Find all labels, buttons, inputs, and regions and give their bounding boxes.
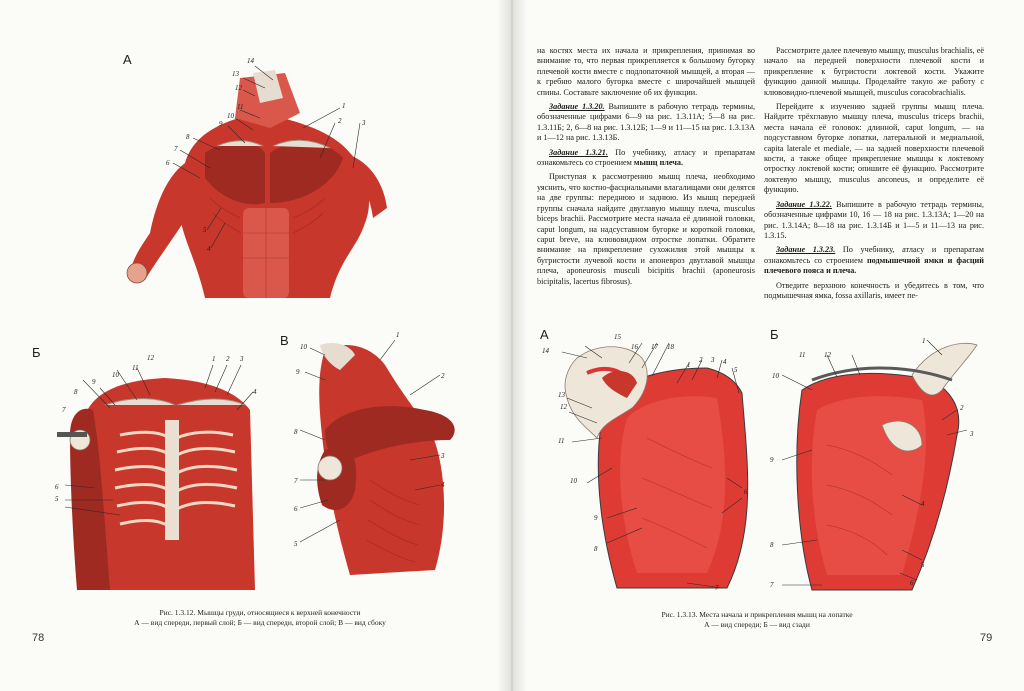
fig-13a-label-12: 12 (560, 403, 567, 411)
fig-b-label-1: 1 (212, 355, 216, 363)
text-column-2 (764, 46, 984, 305)
page-number-right: 79 (980, 632, 993, 644)
fig-13a-label-9: 9 (594, 514, 598, 522)
fig-13b-label-12: 12 (824, 351, 831, 359)
fig-b-label-3: 3 (240, 355, 244, 363)
fig-13a-label-13: 13 (558, 391, 565, 399)
fig-13b-label-9: 9 (770, 456, 774, 464)
fig-b-label-11: 11 (132, 364, 139, 372)
fig-13a-label-18: 18 (667, 343, 674, 351)
fig-a-label-7: 7 (174, 145, 178, 153)
fig-a-label-9: 9 (219, 120, 223, 128)
text-column-1 (537, 46, 755, 291)
fig-13a-label-8: 8 (594, 545, 598, 553)
figure-b-letter: Б (32, 345, 41, 360)
caption-title: Рис. 1.3.13. Места начала и прикрепления мышц на лопатке (661, 610, 853, 619)
fig-13b-label-10: 10 (772, 372, 779, 380)
paragraph-triceps: Перейдите к изучению задней группы мышц плеча. Найдите трёхглавую мышцу плеча, musculus triceps brachii, места начала её головок: длинной, caput longum, — на подсуставном бугорке лопатки, латеральной и медиальной, capita laterale et mediale, — на задней поверхности плечевой кости, а также общее прикрепление мышцы к локтевому отростку локтевой кости; опишите её функцию. Рассмотрите локтевую мышцу, musculus anconeus, и определите её функцию. (764, 102, 984, 195)
fig-13b-label-4: 4 (921, 500, 925, 508)
fig-a-label-13: 13 (232, 70, 239, 78)
fig-13b-label-2: 2 (960, 404, 964, 412)
paragraph-task-1-3-21 (537, 148, 755, 169)
fig-13a-label-3: 3 (711, 356, 715, 364)
figure-v-letter: В (280, 333, 289, 348)
figure-caption-1-3-12 (110, 608, 410, 628)
fig-b-label-7: 7 (62, 406, 66, 414)
fig-v-label-5: 5 (294, 540, 298, 548)
caption-title: Рис. 1.3.12. Мышцы груди, относящиеся к верхней конечности (159, 608, 361, 617)
fig-13a-label-11: 11 (558, 437, 565, 445)
figure-13a-scapula-anterior (557, 338, 757, 598)
fig-v-label-4: 4 (441, 481, 445, 489)
paragraph-axilla: Отведите верхнюю конечность и убедитесь в том, что подмышечная ямка, fossa axillaris, имеет пе- (764, 280, 984, 300)
fig-13b-label-7: 7 (770, 581, 774, 589)
task-highlight: мышц плеча. (633, 158, 684, 168)
fig-a-label-1: 1 (342, 102, 346, 110)
book-gutter (497, 0, 527, 691)
fig-a-label-11: 11 (237, 103, 244, 111)
fig-b-label-10: 10 (112, 371, 119, 379)
task-text: Выпишите в рабочую тетрадь термины, обозначенные цифрами 6—9 на рис. 1.3.11А; 5—8 на рис. 1.3.11Б; 2, 6—8 на рис. 1.3.12Б; 1—9 и 11—15 на рис. 1.3.13А и 1—12 на рис. 1.3.13Б. (537, 102, 755, 143)
fig-13a-label-7: 7 (715, 584, 719, 592)
paragraph-task-1-3-23 (764, 245, 984, 276)
paragraph-arm-muscles: Приступая к рассмотрению мышц плеча, необходимо уяснить, что костно-фасциальными влагалищами они делятся на две группы: переднюю и заднюю. Из мышц передней группы сначала найдите двуглавую мышцу плеча, musculus biceps brachii. Рассмотрите места начала её длинной головки, caput longum, на надсуставном бугорке и короткой головки, caput breve, на клювовидном отростке лопатки. Обратите внимание на прикрепление сухожилия этой мышцы к бугристости лучевой кости и апоневроз двуглавой мышцы плеча, aponeurosis musculi bicipitis brachii (aponeurosis bicipitalis, lacertus fibrosus). (537, 172, 755, 286)
fig-a-label-14: 14 (247, 57, 254, 65)
fig-v-label-10: 10 (300, 343, 307, 351)
task-label: Задание 1.3.22. (776, 199, 832, 209)
fig-13a-label-10: 10 (570, 477, 577, 485)
fig-a-label-4: 4 (207, 245, 211, 253)
fig-13a-label-16: 16 (631, 343, 638, 351)
fig-a-label-10: 10 (227, 112, 234, 120)
paragraph-brachialis: Рассмотрите далее плечевую мышцу, musculus brachialis, её начало на передней поверхности плечевой кости и прикрепление к бугристости локтевой кости. Укажите функцию данной мышцы. Проделайте такую же работу с клювовидно-плечевой мышцей, musculus coracobrachialis. (764, 46, 984, 97)
fig-13a-label-17: 17 (651, 343, 658, 351)
task-text: Выпишите в рабочую тетрадь термины, обозначенные цифрами 10, 16 — 18 на рис. 1.3.13А; 1—20 на рис. 1.3.14А; 8—18 на рис. 1.3.14Б и 1—5 и 11—13 на рис. 1.3.15. (764, 199, 984, 240)
fig-a-label-5: 5 (203, 226, 207, 234)
task-label: Задание 1.3.20. (549, 102, 605, 112)
task-highlight: подмышечной ямки и фасций плечевого пояса и плеча. (764, 255, 984, 276)
fig-a-label-6: 6 (166, 159, 170, 167)
caption-legend: А — вид спереди; Б — вид сзади (704, 620, 810, 629)
fig-v-label-1: 1 (396, 331, 400, 339)
fig-a-label-8: 8 (186, 133, 190, 141)
fig-b-label-12: 12 (147, 354, 154, 362)
fig-b-label-5: 5 (55, 495, 59, 503)
task-text: По учебнику, атласу и препаратам ознакомьтесь со строением (764, 245, 984, 265)
fig-13a-label-4: 4 (723, 358, 727, 366)
figure-a-torso-illustration (125, 58, 395, 303)
right-page (512, 0, 1024, 691)
fig-v-label-2: 2 (441, 372, 445, 380)
paragraph-continuation: на костях места их начала и прикрепления, принимая во внимание то, что первая прикрепляется к большому бугорку плечевой кости вместе с подлопаточной мышцей, а вторая — к гребню малого бугорка вместе с широчайшей мышцей спины. Составьте заключение об их функции. (537, 46, 755, 97)
fig-13b-label-8: 8 (770, 541, 774, 549)
fig-v-label-7: 7 (294, 477, 298, 485)
caption-legend: А — вид спереди, первый слой; Б — вид спереди, второй слой; В — вид сбоку (134, 618, 386, 627)
paragraph-task-1-3-22 (764, 200, 984, 242)
figure-a-letter: А (123, 52, 132, 67)
fig-13b-label-5: 5 (921, 561, 925, 569)
fig-a-label-3: 3 (362, 119, 366, 127)
fig-a-label-2: 2 (338, 117, 342, 125)
figure-13b-scapula-posterior (782, 335, 982, 600)
fig-13b-label-11: 11 (799, 351, 806, 359)
fig-b-label-8: 8 (74, 388, 78, 396)
fig-13a-label-14: 14 (542, 347, 549, 355)
figure-13b-letter: Б (770, 327, 779, 342)
fig-b-label-2: 2 (226, 355, 230, 363)
figure-13a-letter: А (540, 327, 549, 342)
fig-a-label-12: 12 (235, 84, 242, 92)
fig-b-label-9: 9 (92, 378, 96, 386)
fig-13b-label-6: 6 (910, 579, 914, 587)
fig-13a-label-6: 6 (744, 488, 748, 496)
fig-b-label-4: 4 (253, 388, 257, 396)
fig-v-label-9: 9 (296, 368, 300, 376)
fig-v-label-8: 8 (294, 428, 298, 436)
fig-13b-label-3: 3 (970, 430, 974, 438)
figure-caption-1-3-13 (622, 610, 892, 630)
fig-13a-label-15: 15 (614, 333, 621, 341)
fig-b-label-6: 6 (55, 483, 59, 491)
task-label: Задание 1.3.21. (549, 147, 608, 157)
fig-13a-label-1: 1 (687, 361, 691, 369)
figure-b-chest-illustration (65, 360, 275, 590)
fig-13a-label-2: 2 (699, 356, 703, 364)
fig-v-label-3: 3 (441, 452, 445, 460)
fig-v-label-6: 6 (294, 505, 298, 513)
paragraph-task-1-3-20 (537, 102, 755, 144)
task-text: По учебнику, атласу и препаратам ознакомьтесь со строением (537, 147, 755, 168)
fig-13b-label-1: 1 (922, 337, 926, 345)
task-label: Задание 1.3.23. (776, 245, 836, 255)
page-number-left: 78 (32, 632, 45, 644)
fig-13a-label-5: 5 (734, 366, 738, 374)
